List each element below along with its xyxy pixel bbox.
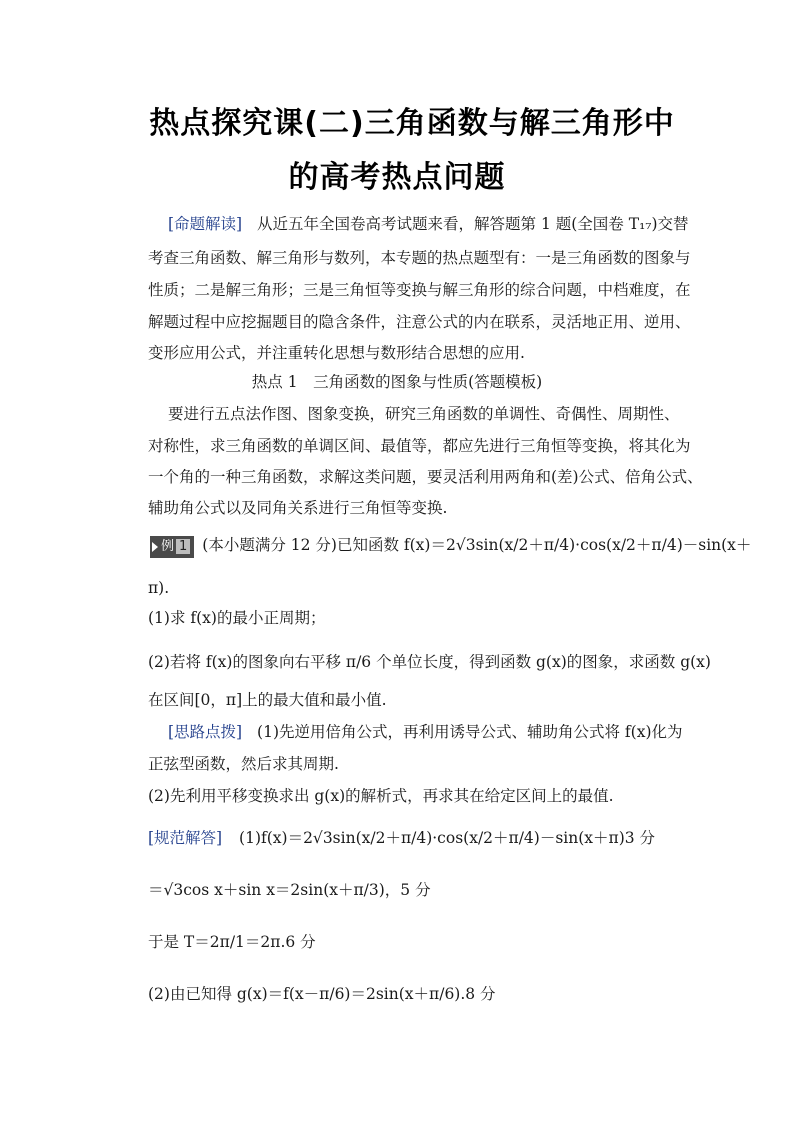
example-stem-2: π). <box>148 579 170 597</box>
intro-line-2: 考查三角函数、解三角形与数列，本专题的热点题型有：一是三角函数的图象与 <box>148 249 691 267</box>
hint-label: [思路点拨] <box>168 723 243 741</box>
intro-line-3: 性质；二是解三角形；三是三角恒等变换与解三角形的综合问题，中档难度，在 <box>148 281 691 299</box>
solution-line-4: (2)由已知得 g(x)＝f(x－π/6)＝2sin(x＋π/6).8 分 <box>148 985 496 1003</box>
page-title-line2: 的高考热点问题 <box>288 160 506 195</box>
example-question-1: (1)求 f(x)的最小正周期； <box>148 609 326 627</box>
intro-line-4: 解题过程中应挖掘题目的隐含条件，注意公式的内在联系，灵活地正用、逆用、 <box>148 313 691 331</box>
example-badge-number: 1 <box>176 539 190 554</box>
triangle-icon <box>152 542 158 552</box>
example-question-2b: 在区间[0，π]上的最大值和最小值. <box>148 691 387 709</box>
example-stem-text: (本小题满分 12 分)已知函数 f(x)＝2√3sin(x/2＋π/4)·cos(x/2＋π/4)－sin(x＋ <box>202 536 752 554</box>
hot1-para-4: 辅助角公式以及同角关系进行三角恒等变换. <box>148 499 448 517</box>
hot1-para-1: 要进行五点法作图、图象变换，研究三角函数的单调性、奇偶性、周期性、 <box>168 405 680 423</box>
hint-line-1 <box>168 722 683 742</box>
hot1-heading: 热点 1 三角函数的图象与性质(答题模板) <box>251 373 543 391</box>
hot1-para-3: 一个角的一种三角函数，求解这类问题，要灵活利用两角和(差)公式、倍角公式、 <box>148 468 703 486</box>
page-title-line1: 热点探究课(二)三角函数与解三角形中 <box>149 106 675 141</box>
hint-line-3: (2)先利用平移变换求出 g(x)的解析式，再求其在给定区间上的最值. <box>148 787 614 805</box>
intro-line-5: 变形应用公式，并注重转化思想与数形结合思想的应用. <box>148 344 525 362</box>
intro-label: [命题解读] <box>168 215 243 233</box>
solution-line-3: 于是 T＝2π/1＝2π.6 分 <box>148 933 316 951</box>
solution-line-1 <box>148 828 655 848</box>
intro-line-1 <box>168 214 689 234</box>
example-question-2a: (2)若将 f(x)的图象向右平移 π/6 个单位长度，得到函数 g(x)的图象，求函数 g(x) <box>148 653 711 671</box>
intro-text-1: 从近五年全国卷高考试题来看，解答题第 1 题(全国卷 T₁₇)交替 <box>257 215 689 233</box>
hint-text-1: (1)先逆用倍角公式，再利用诱导公式、辅助角公式将 f(x)化为 <box>257 723 683 741</box>
solution-step-1: (1)f(x)＝2√3sin(x/2＋π/4)·cos(x/2＋π/4)－sin(x＋π)3 分 <box>239 829 656 847</box>
hot1-para-2: 对称性，求三角函数的单调区间、最值等，都应先进行三角恒等变换，将其化为 <box>148 437 691 455</box>
example-stem-1 <box>150 535 751 558</box>
example-badge <box>150 536 194 558</box>
solution-label: [规范解答] <box>148 829 223 847</box>
example-badge-label: 例 <box>161 539 175 554</box>
solution-line-2: ＝√3cos x＋sin x＝2sin(x＋π/3)，5 分 <box>148 881 431 899</box>
hint-line-2: 正弦型函数，然后求其周期. <box>148 755 339 773</box>
